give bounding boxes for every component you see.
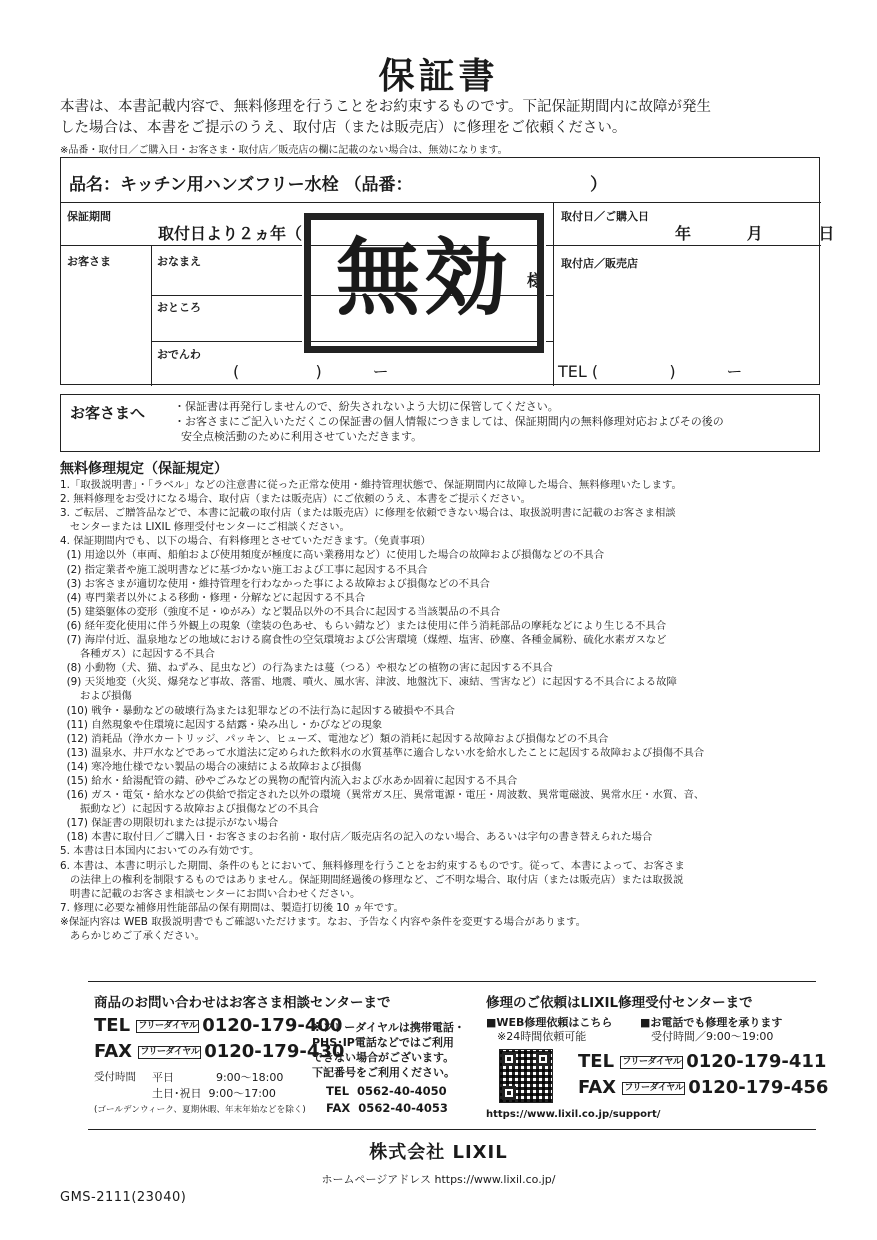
- rule-line: (5) 建築躯体の変形（強度不足・ゆがみ）など製品以外の不具合に起因する当該製品の不具合: [60, 605, 501, 618]
- rules-title: 無料修理規定（保証規定）: [60, 461, 228, 477]
- tel-prefix: TEL: [94, 1015, 131, 1036]
- rule-line: (15) 給水・給湯配管の錆、砂やごみなどの異物の配管内流入および水あか固着に起因する不具合: [60, 774, 518, 787]
- store-tel: TEL ( ) ー: [558, 362, 743, 381]
- rule-line: (7) 海岸付近、温泉地などの地域における腐食性の空気環境および公害環境（煤煙、塩害、砂塵、各種金属粉、硫化水素ガスなど: [60, 634, 667, 647]
- phone-label: おでんわ: [157, 348, 201, 361]
- rule-line: (2) 指定業者や施工説明書などに基づかない施工および工事に起因する不具合: [60, 563, 428, 576]
- rule-line: 2. 無料修理をお受けになる場合、取付店（または販売店）にご依頼のうえ、本書をご提示ください。: [60, 493, 532, 506]
- freedial-icon: フリーダイヤル: [140, 1046, 200, 1057]
- rule-line: (14) 寒冷地仕様でない製品の場合の凍結による故障および損傷: [60, 760, 362, 773]
- hours-label: 受付時間: [94, 1071, 136, 1083]
- alt-tel: TEL 0562-40-4050: [326, 1084, 447, 1098]
- consult-tel: [94, 1015, 342, 1036]
- alt-fax: FAX 0562-40-4053: [326, 1101, 448, 1115]
- hours-weekend: 土日･祝日 9:00〜17:00: [152, 1087, 276, 1100]
- consult-fax-number: 0120-179-430: [204, 1041, 345, 1062]
- intro-text: [60, 97, 820, 139]
- table-rule: [151, 245, 152, 386]
- rule-line: 各種ガス）に起因する不具合: [60, 648, 215, 661]
- rule-line: 明書に記載のお客さま相談センターにお問い合わせください。: [60, 887, 361, 900]
- freedial-icon: フリーダイヤル: [622, 1056, 682, 1067]
- freedial-icon: フリーダイヤル: [624, 1082, 684, 1093]
- contact-top-divider: [88, 981, 816, 982]
- void-stamp: [304, 213, 544, 353]
- qr-finder: [536, 1052, 550, 1066]
- fax-prefix: FAX: [94, 1041, 133, 1062]
- address-label: おところ: [157, 301, 201, 314]
- product-name-line: 品名：キッチン用ハンズフリー水栓 （品番： ）: [69, 175, 608, 195]
- repair-fax-number: 0120-179-456: [688, 1077, 829, 1098]
- honorific: 様: [527, 271, 544, 290]
- phone-value: ( ) ー: [233, 362, 389, 381]
- consult-tel-number: 0120-179-400: [202, 1015, 343, 1036]
- repair-tel-number: 0120-179-411: [686, 1051, 827, 1072]
- rule-line: (8) 小動物（犬、猫、ねずみ、昆虫など）の行為または蔓（つる）や根などの植物の害に起因する不具合: [60, 662, 553, 675]
- qr-finder: [502, 1052, 516, 1066]
- rules-list: [60, 478, 830, 943]
- rule-line: 5. 本書は日本国内においてのみ有効です。: [60, 845, 260, 858]
- install-date-label: 取付日／ご購入日: [561, 210, 649, 223]
- table-rule: [61, 202, 821, 203]
- table-rule: [553, 202, 554, 386]
- rule-line: 7. 修理に必要な補修用性能部品の保有期間は、製造打切後 10 ヵ年です。: [60, 901, 404, 914]
- rule-line: ※保証内容は WEB 取扱説明書でもご確認いただけます。なお、予告なく内容や条件を変更する場合があります。: [60, 915, 586, 928]
- rule-line: (1) 用途以外（車両、船舶および使用頻度が極度に高い業務用など）に使用した場合の故障および損傷などの不具合: [60, 549, 605, 562]
- void-stamp-text: 無効: [335, 228, 512, 327]
- invalid-note: ※品番・取付日／ご購入日・お客さま・取付店／販売店の欄に記載のない場合は、無効になります。: [60, 145, 508, 156]
- rule-line: (3) お客さまが適切な使用・維持管理を行わなかった事による故障および損傷などの不具合: [60, 577, 490, 590]
- page-title: 保証書: [378, 56, 499, 97]
- consult-fax: [94, 1041, 344, 1062]
- install-date-value: 年 月 日: [675, 224, 835, 243]
- rule-line: あらかじめご了承ください。: [60, 930, 205, 942]
- phone-repair-label: ■お電話でも修理を承ります: [640, 1016, 783, 1029]
- hours-note: (ゴールデンウィーク、夏期休暇、年末年始などを除く): [94, 1105, 306, 1115]
- freedial-note: ※フリーダイヤルは携帯電話・ PHS･IP電話などではご利用 できない場合がございます。 下記番号をご利用ください。: [312, 1021, 465, 1079]
- period-label: 保証期間: [67, 210, 111, 223]
- customer-notice-line: 安全点検活動のために利用させていただきます。: [174, 430, 423, 443]
- qr-code-icon[interactable]: [499, 1049, 553, 1103]
- document-number: GMS-2111(23040): [60, 1190, 187, 1205]
- rule-line: (13) 温泉水、井戸水などであって水道法に定められた飲料水の水質基準に適合しない水を給水したことに起因する故障および損傷不具合: [60, 746, 705, 759]
- company-name: 株式会社 LIXIL: [369, 1142, 508, 1163]
- rule-line: の法律上の権利を制限するものではありません。保証期間経過後の修理など、ご不明な場合、取付店（または販売店）または取扱説: [60, 873, 684, 886]
- customer-notice-box: [60, 394, 820, 452]
- customer-notice-line: ・保証書は再発行しませんので、紛失されないよう大切に保管してください。: [174, 400, 559, 413]
- rule-line: 4. 保証期間内でも、以下の場合、有料修理とさせていただきます。（免責事項）: [60, 535, 431, 548]
- intro-line: した場合は、本書をご提示のうえ、取付店（または販売店）に修理をご依頼ください。: [60, 120, 627, 136]
- rule-line: 6. 本書は、本書に明示した期間、条件のもとにおいて、無料修理を行うことをお約束するものです。従って、本書によって、お客さま: [60, 859, 685, 872]
- rule-line: センターまたは LIXIL 修理受付センターにご相談ください。: [60, 521, 350, 534]
- consult-heading: 商品のお問い合わせはお客さま相談センターまで: [94, 995, 391, 1011]
- rule-line: および損傷: [60, 690, 132, 703]
- support-url[interactable]: https://www.lixil.co.jp/support/: [486, 1109, 661, 1120]
- customer-notice-line: ・お客さまにご記入いただくこの保証書の個人情報につきましては、保証期間内の無料修理対応およびその後の: [174, 415, 724, 428]
- rule-line: (16) ガス・電気・給水などの供給で指定された以外の環境（異常ガス圧、異常電源・電圧・周波数、異常電磁波、異常水圧・水質、音、: [60, 789, 705, 802]
- rule-line: (18) 本書に取付日／ご購入日・お客さまのお名前・取付店／販売店名の記入のない場合、あるいは字句の書き替えられた場合: [60, 831, 653, 844]
- repair-tel: [578, 1051, 826, 1072]
- web-repair-label: ■WEB修理依頼はこちら: [486, 1016, 613, 1029]
- rule-line: (6) 経年変化使用に伴う外観上の現象（塗装の色あせ、もらい錆など）または使用に伴う消耗部品の摩耗などにより生じる不具合: [60, 619, 667, 632]
- homepage-address[interactable]: ホームページアドレス https://www.lixil.co.jp/: [321, 1173, 556, 1186]
- rule-line: (9) 天災地変（火災、爆発など事故、落雷、地震、噴火、風水害、津波、地盤沈下、凍結、雪害など）に起因する不具合による故障: [60, 676, 677, 689]
- rule-line: (17) 保証書の期限切れまたは提示がない場合: [60, 817, 279, 830]
- fax-prefix: FAX: [578, 1077, 617, 1098]
- web-repair-sub: ※24時間依頼可能: [497, 1030, 587, 1043]
- tel-prefix: TEL: [578, 1051, 615, 1072]
- hours-weekday: 平日 9:00〜18:00: [152, 1071, 284, 1084]
- rule-line: (4) 専門業者以外による移動・修理・分解などに起因する不具合: [60, 591, 366, 604]
- name-label: おなまえ: [157, 255, 201, 268]
- customer-notice-heading: お客さまへ: [70, 404, 146, 422]
- rule-line: 1.「取扱説明書」・「ラベル」などの注意書に従った正常な使用・維持管理状態で、保証期間内に故障した場合、無料修理いたします。: [60, 479, 682, 491]
- freedial-icon: フリーダイヤル: [138, 1020, 198, 1031]
- rule-line: 振動など）に起因する故障および損傷などの不具合: [60, 803, 319, 816]
- phone-repair-hours: 受付時間／9:00〜19:00: [651, 1030, 774, 1043]
- contact-bottom-divider: [88, 1129, 816, 1130]
- repair-heading: 修理のご依頼はLIXIL修理受付センターまで: [486, 995, 753, 1011]
- period-value: 取付日より２ヵ年（: [158, 224, 303, 243]
- intro-line: 本書は、本書記載内容で、無料修理を行うことをお約束するものです。下記保証期間内に故障が発生: [60, 99, 712, 115]
- rule-line: 3. ご転居、ご贈答品などで、本書に記載の取付店（または販売店）に修理を依頼できない場合は、取扱説明書に記載のお客さま相談: [60, 507, 676, 520]
- store-label: 取付店／販売店: [561, 257, 638, 270]
- repair-fax: [578, 1077, 828, 1098]
- rule-line: (10) 戦争・暴動などの破壊行為または犯罪などの不法行為に起因する破損や不具合: [60, 704, 455, 717]
- customer-label: お客さま: [67, 255, 111, 268]
- rule-line: (12) 消耗品（浄水カートリッジ、パッキン、ヒューズ、電池など）類の消耗に起因する故障および損傷などの不具合: [60, 732, 609, 745]
- qr-finder: [502, 1086, 516, 1100]
- rule-line: (11) 自然現象や住環境に起因する結露・染み出し・かびなどの現象: [60, 718, 383, 731]
